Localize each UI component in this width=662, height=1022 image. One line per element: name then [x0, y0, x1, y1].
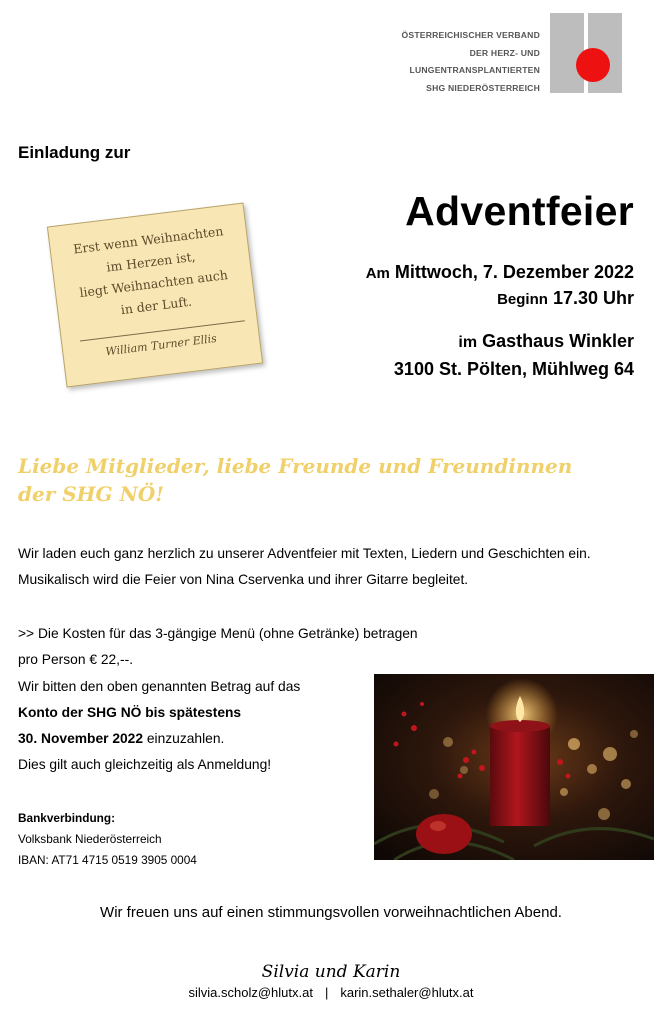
- org-line-4: SHG NIEDERÖSTERREICH: [426, 82, 540, 93]
- date-value: Mittwoch, 7. Dezember 2022: [394, 262, 634, 282]
- quote-text: [60, 219, 245, 328]
- bank-label: Bankverbindung:: [18, 811, 116, 825]
- event-location-block: [394, 328, 634, 382]
- event-start: [366, 286, 634, 312]
- org-line-2: DER HERZ- UND: [469, 47, 540, 58]
- quote-line-3: liegt Weihnachten auch: [78, 267, 229, 301]
- contact-emails: [0, 985, 662, 1000]
- quote-line-2: im Herzen ist,: [105, 248, 197, 275]
- quote-line-4: in der Luft.: [119, 293, 193, 318]
- event-title: Adventfeier: [405, 188, 634, 234]
- bank-details: [18, 808, 197, 871]
- event-date: [366, 260, 634, 286]
- payment-rest: einzuzahlen.: [143, 731, 225, 747]
- cost-line-2: pro Person € 22,--.: [18, 652, 134, 668]
- event-place: [394, 328, 634, 356]
- greeting: [18, 452, 638, 508]
- payment-account: Konto der SHG NÖ bis spätestens: [18, 704, 242, 720]
- place-name: Gasthaus Winkler: [482, 331, 634, 351]
- signature: Silvia und Karin: [261, 962, 401, 982]
- payment-line-4: Dies gilt auch gleichzeitig als Anmeldung!: [18, 757, 272, 773]
- closing-text: Wir freuen uns auf einen stimmungsvollen vorweihnachtlichen Abend.: [100, 904, 562, 921]
- quote-line-1: Erst wenn Weihnachten: [72, 223, 225, 257]
- intro-paragraph: Wir laden euch ganz herzlich zu unserer Adventfeier mit Texten, Liedern und Geschichten ein. Musikalisch wird die Feier von Nina Cservenka und ihrer Gitarre begleitet.: [18, 546, 591, 587]
- place-prefix: im: [458, 334, 478, 351]
- quote-author: William Turner Ellis: [104, 331, 218, 359]
- greeting-line-2: der SHG NÖ!: [18, 482, 165, 506]
- org-line-1: ÖSTERREICHISCHER VERBAND: [401, 30, 540, 40]
- start-prefix: Beginn: [497, 291, 548, 308]
- event-address: 3100 St. Pölten, Mühlweg 64: [393, 359, 634, 379]
- payment-deadline: 30. November 2022: [18, 731, 144, 747]
- candle-photo: [374, 674, 654, 860]
- bank-iban: IBAN: AT71 4715 0519 3905 0004: [18, 853, 197, 867]
- email-separator: |: [324, 985, 329, 1000]
- date-prefix: Am: [365, 265, 390, 282]
- email-karin[interactable]: karin.sethaler@hlutx.at: [340, 985, 474, 1000]
- email-silvia[interactable]: silvia.scholz@hlutx.at: [188, 985, 313, 1000]
- bank-name: Volksbank Niederösterreich: [18, 832, 162, 846]
- quote-note: [47, 203, 263, 388]
- greeting-line-1: Liebe Mitglieder, liebe Freunde und Freundinnen: [18, 454, 573, 478]
- red-ornament: [416, 814, 472, 854]
- organization-logo: [550, 13, 622, 93]
- invitation-heading: Einladung zur: [18, 143, 131, 162]
- org-line-3: LUNGENTRANSPLANTIERTEN: [409, 65, 540, 75]
- payment-line-1: Wir bitten den oben genannten Betrag auf das: [18, 678, 301, 694]
- logo-red-circle: [576, 48, 610, 82]
- event-date-block: [366, 260, 634, 312]
- cost-line-1: >> Die Kosten für das 3-gängige Menü (ohne Getränke) betragen: [18, 626, 418, 641]
- organization-name: [300, 27, 540, 97]
- start-time: 17.30 Uhr: [552, 288, 634, 308]
- logo-left-bar: [550, 13, 584, 93]
- candle: [490, 726, 550, 826]
